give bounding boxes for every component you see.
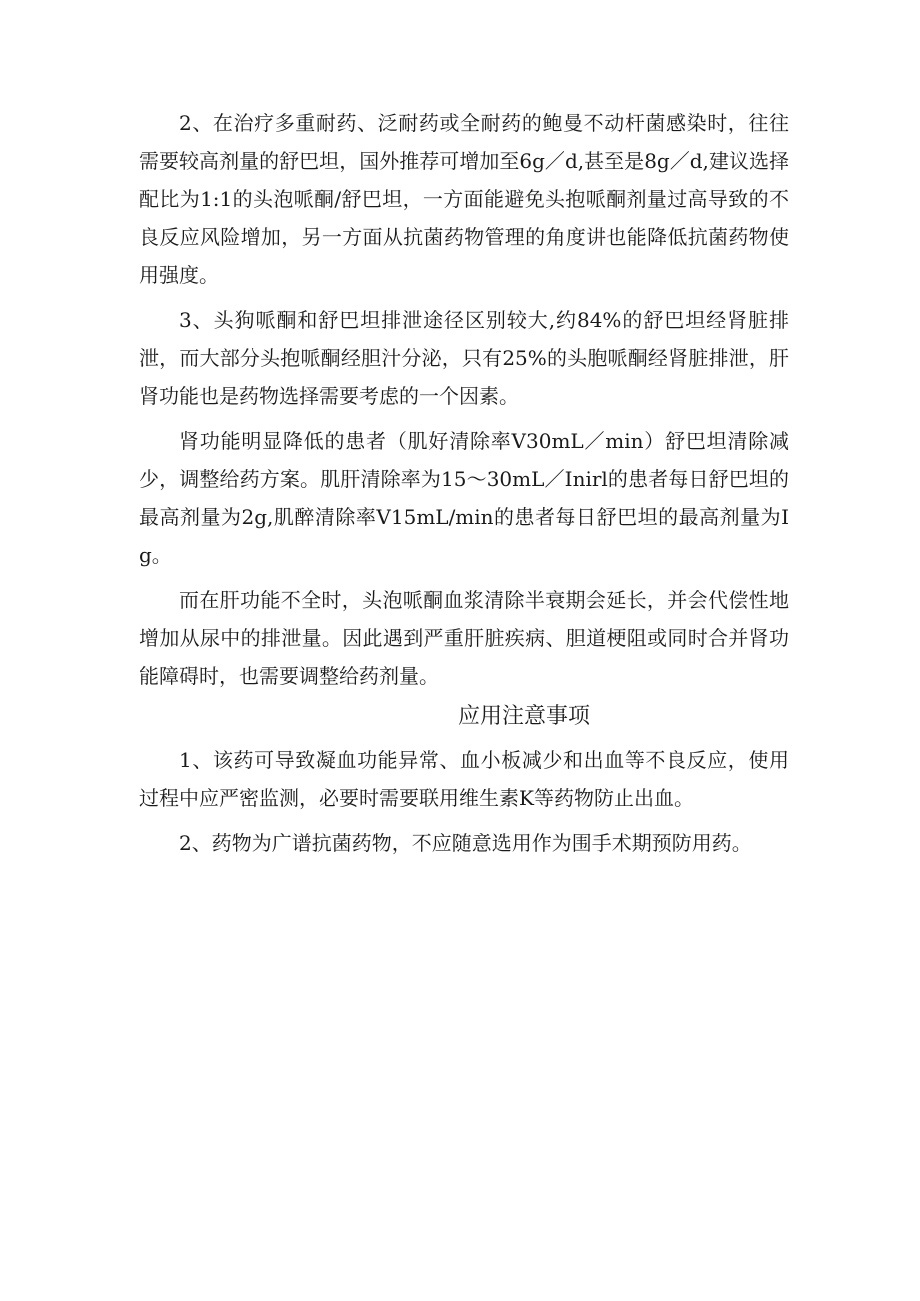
section-heading-precautions: 应用注意事项 xyxy=(457,704,590,729)
document-body xyxy=(139,104,789,862)
paragraph-sulbactam-dosage: 2、在治疗多重耐药、泛耐药或全耐药的鲍曼不动杆菌感染时，往往需要较高剂量的舒巴坦，国外推荐可增加至6g／d,甚至是8g／d,建议选择配比为1:1的头泡哌酮/舒巴坦，一方面能避免头抱哌酮剂量过高导致的不良反应风险增加，另一方面从抗菌药物管理的角度讲也能降低抗菌药物使用强度。 xyxy=(139,111,789,287)
paragraph-prophylaxis-note: 2、药物为广谱抗菌药物，不应随意选用作为围手术期预防用药。 xyxy=(179,831,752,855)
paragraph-renal-adjustment: 肾功能明显降低的患者（肌好清除率V30mL／min）舒巴坦清除减少，调整给药方案。肌肝清除率为15～30mL／Inirl的患者每日舒巴坦的最高剂量为2g,肌醉清除率V15mL/min的患者每日舒巴坦的最高剂量为Ig。 xyxy=(139,429,789,567)
paragraph-hepatic-adjustment: 而在肝功能不全时，头泡哌酮血浆清除半衰期会延长，并会代偿性地增加从尿中的排泄量。因此遇到严重肝脏疾病、胆道梗阻或同时合并肾功能障碍时，也需要调整给药剂量。 xyxy=(139,588,789,688)
paragraph-coagulation-warning: 1、该药可导致凝血功能异常、血小板减少和出血等不良反应，使用过程中应严密监测，必要时需要联用维生素K等药物防止出血。 xyxy=(139,748,789,810)
paragraph-excretion-routes: 3、头狗哌酮和舒巴坦排泄途径区别较大,约84%的舒巴坦经肾脏排泄，而大部分头抱哌酮经胆汁分泌，只有25%的头胞哌酮经肾脏排泄，肝肾功能也是药物选择需要考虑的一个因素。 xyxy=(139,308,789,408)
